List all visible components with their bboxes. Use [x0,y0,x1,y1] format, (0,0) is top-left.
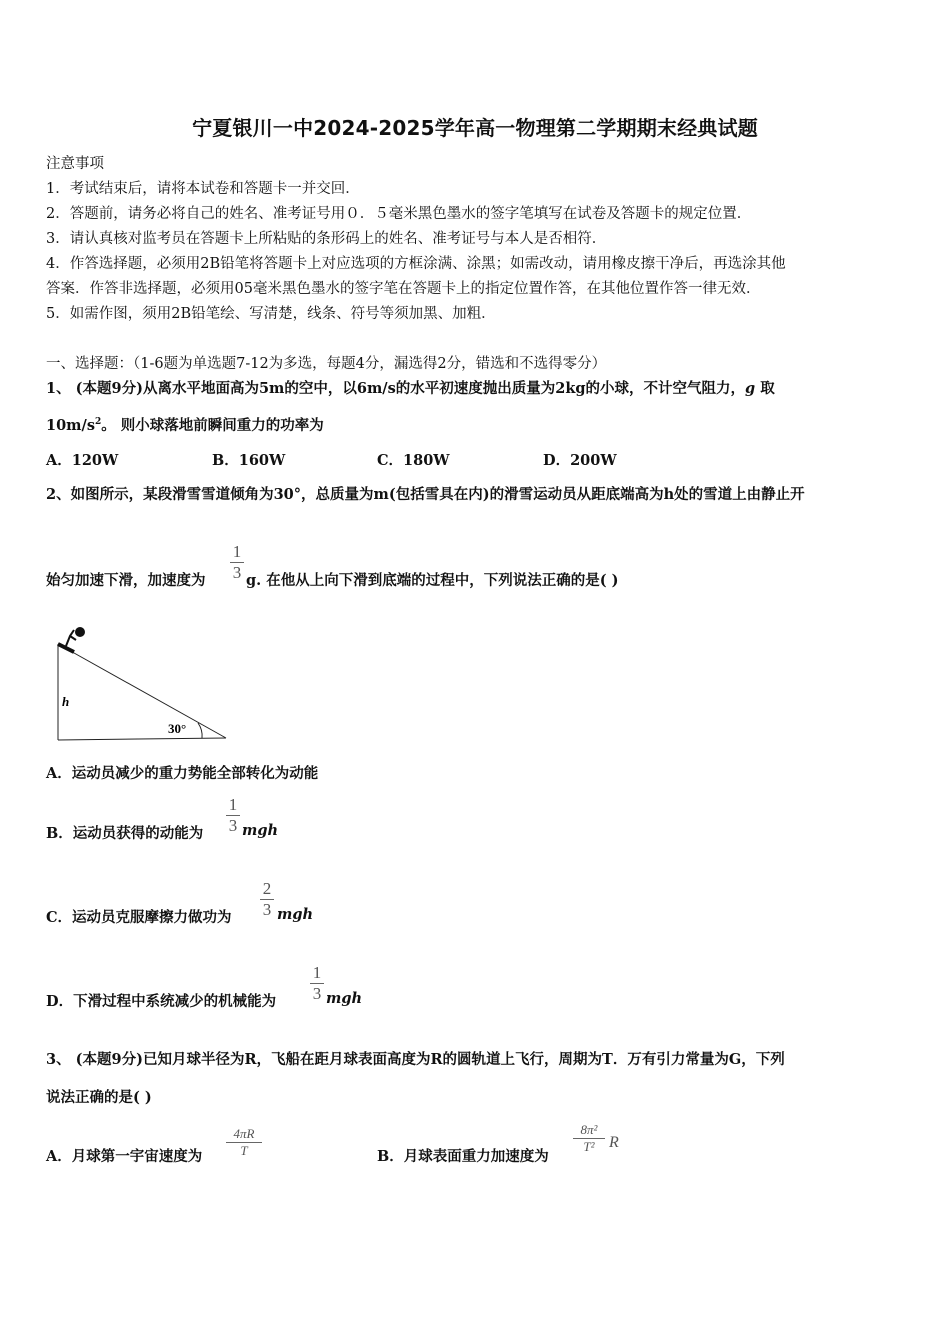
question-2-line-2-start: 始匀加速下滑，加速度为 [46,572,206,589]
q2-option-c[interactable]: C．运动员克服摩擦力做功为 [46,909,232,926]
q3-option-b-tail: R [609,1134,619,1151]
q2-option-a[interactable]: A．运动员减少的重力势能全部转化为动能 [46,765,319,782]
question-1-line-1 [46,377,775,398]
q1-text: 1、 (本题9分)从离水平地面高为5m的空中，以6m/s的水平初速度抛出质量为2kg的小球，不计空气阻力， [46,380,746,397]
fraction-numerator: 8π² [580,1122,598,1137]
notice-item: 1．考试结束后，请将本试卷和答题卡一并交回． [46,181,360,197]
q1-option-b[interactable]: B．160W [212,452,286,469]
section-heading: 一、选择题：（1-6题为单选题7-12为多选，每题4分，漏选得2分，错选和不选得零分） [46,356,607,372]
notice-item: 4．作答选择题，必须用2B铅笔将答题卡上对应选项的方框涂满、涂黑；如需改动，请用橡皮擦干净后，再选涂其他 [46,256,786,272]
notice-heading: 注意事项 [46,156,104,172]
page-title: 宁夏银川一中2024-2025学年高一物理第二学期期末经典试题 [192,116,758,140]
fraction-numerator: 1 [228,795,238,814]
skier-head-icon [75,627,85,637]
slope-base-line [58,738,226,740]
fraction-denominator: 3 [228,816,238,835]
q3-option-b[interactable]: B．月球表面重力加速度为 [377,1148,549,1165]
question-2-line-1: 2、如图所示，某段滑雪雪道倾角为30°，总质量为m(包括雪具在内)的滑雪运动员从距底端高为h处的雪道上由静止开 [46,486,805,503]
q1-unit: 10m/s [46,417,95,434]
slope-incline-line [58,644,226,738]
q1-question: 。 则小球落地前瞬间重力的功率为 [101,417,324,434]
q3-option-a-fraction [226,1127,262,1158]
q1-option-d[interactable]: D．200W [543,452,617,469]
q2-option-b-fraction [226,796,240,835]
fraction-numerator: 4πR [233,1126,255,1141]
q1-g-symbol: g [745,380,756,397]
q1-option-c[interactable]: C．180W [377,452,450,469]
q2-option-c-fraction [260,880,274,919]
ski-slope-figure [50,622,230,742]
fraction-denominator: 3 [232,563,242,582]
fraction-denominator: 3 [262,900,272,919]
q3-option-a[interactable]: A．月球第一宇宙速度为 [46,1148,203,1165]
q2-option-d-fraction [310,964,324,1003]
notice-item: 答案．作答非选择题，必须用05毫米黑色墨水的签字笔在答题卡上的指定位置作答，在其他位置作答一律无效． [46,281,761,297]
q2-option-d[interactable]: D．下滑过程中系统减少的机械能为 [46,993,277,1010]
fraction-denominator: 3 [312,984,322,1003]
q1-text-tail: 取 [755,380,775,397]
question-3-line-1: 3、 (本题9分)已知月球半径为R，飞船在距月球表面高度为R的圆轨道上飞行，周期为T．万有引力常量为G，下列 [46,1051,785,1068]
q2-option-b[interactable]: B．运动员获得的动能为 [46,825,204,842]
skier-icon [66,630,76,646]
q2-option-d-tail: mgh [326,990,363,1007]
notice-item: 2．答题前，请务必将自己的姓名、准考证号用０．５毫米黑色墨水的签字笔填写在试卷及答题卡的规定位置． [46,206,752,222]
q2-option-c-tail: mgh [277,906,314,923]
angle-label: 30° [168,721,187,736]
q2-fraction [230,543,244,582]
fraction-denominator: T² [583,1139,595,1154]
question-3-line-2: 说法正确的是( ) [46,1089,152,1106]
fraction-numerator: 2 [262,879,272,898]
q1-unit-sup: 2 [94,417,102,428]
notice-item: 3．请认真核对监考员在答题卡上所粘贴的条形码上的姓名、准考证号与本人是否相符． [46,231,607,247]
question-1-line-2 [46,414,324,435]
q2-option-b-tail: mgh [242,822,279,839]
height-label: h [62,694,70,709]
q1-option-a[interactable]: A．120W [46,452,119,469]
angle-arc [198,723,202,738]
question-2-line-2-end: g. 在他从上向下滑到底端的过程中，下列说法正确的是( ) [246,572,619,589]
fraction-denominator: T [240,1143,248,1158]
notice-item: 5．如需作图，须用2B铅笔绘、写清楚，线条、符号等须加黑、加粗． [46,306,496,322]
fraction-numerator: 1 [312,963,322,982]
q3-option-b-fraction [573,1123,605,1154]
fraction-numerator: 1 [232,542,242,561]
